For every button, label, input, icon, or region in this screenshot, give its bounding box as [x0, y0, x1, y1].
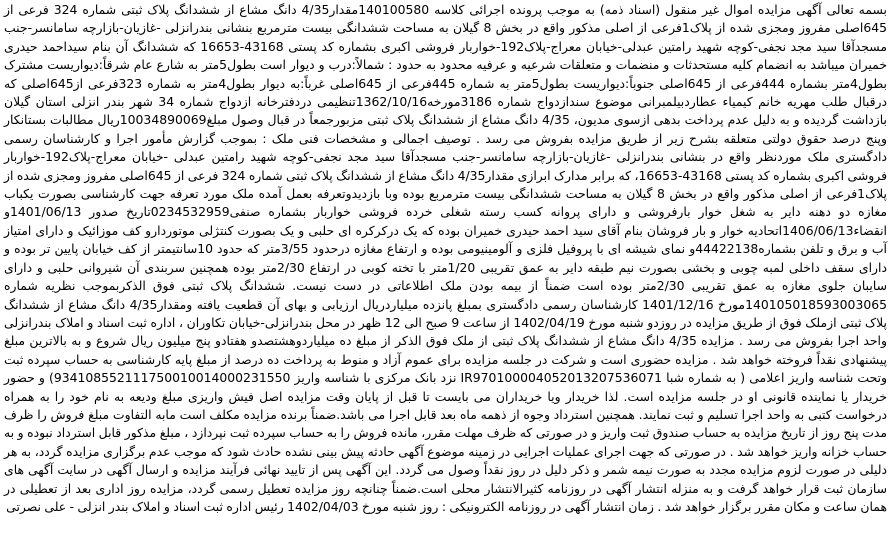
auction-notice-text: بسمه تعالی آگهی مزایده اموال غیر منقول (اسناد ذمه) به موجب پرونده اجرائی کلاسه 140100580مقدار4/35 دانگ مشاع از ششدانگ پلاک ثبتی شماره 324 فرعی از 645اصلی مفروز ومجزی شده از پلاک1فرعی از اصلی مذکور واقع در بخش 8 گیلان به مساحت ششدانگی بیست مترمربع بنشانی بندرانزلی -غازیان-بازارچه سامانسر-جنب مسجدآقا سید مجد نجفی-کوچه شهید رامتین عبدلی-خیابان معراج-پلاک192-خواربار فروشی اکبری بشماره کد پستی 43168-16653 که ششدانگ آن بنام سیداحمد حیدری خمیران میباشد به انضمام کلیه مستحدثات و منضمات و متعلقات شرعیه و عرفیه محدود به حدود : شمالاً:درب و دیوار است بطول5متر به شارع عام شرقاً:دیواریست مشترک بطول4متر بشماره 444فرعی از 645اصلی جنوباً:دیواریست بطول5متر به شماره 445فرعی از 645اصلی غرباً:به دیوار بطول4متر به شماره 323فرعی از645اصلی که درقبال طلب مهریه خانم کیمیاء عطاردبیلمبرانی موضوع سندازدواج شماره 3186مورخه1362/10/16تنظیمی دردفترخانه ازدواج شماره 34 شهر بندر انزلی استان گیلان بازداشت گردیده و به دلیل عدم پرداخت بدهی ازسوی مدیون، 4/35 دانگ مشاع از ششدانگ پلاک ثبتی مزبورجمعاً در قبال وصول مبلغ10034890069ریال مطالبات بستانکار وپنج درصد حقوق دولتی متعلقه بشرح زیر از طریق مزایده بفروش می رسد . توصیف اجمالی و مشخصات فنی ملک : بموجب گزارش مأمور اجرا و کارشناسان رسمی دادگستری ملک موردنظر واقع در بنشانی بندرانزلی -غازیان-بازارچه سامانسر-جنب مسجدآقا سید مجد نجفی-کوچه شهید رامتین عبدلی -خیابان معراج-پلاک192-خواربار فروشی اکبری بشماره کد پستی 43168-16653، که برابر مدارک ابرازی مقدار4/35 دانگ مشاع از ششدانگ پلاک ثبتی شماره 324 فرعی از 645اصلی مفروز ومجزی شده از پلاک1فرعی از اصلی مذکور واقع در بخش 8 گیلان به مساحت ششدانگی بیست مترمربع بوده وبا بازدیدوتعرفه بعمل آمده ملک مورد تعرفه جهت کارشناسی بصورت یکباب مغازه دو دهنه دایر به شغل خوار بارفروشی و دارای پروانه کسب رسته شغلی خرده فروشی خواربار بشماره صنفی0234532959تاریخ صدور 1401/06/13و انقضاء1406/06/13اتحادیه خوار و بار فروشان بنام آقای سید احمد حیدری خمیران بوده که یک درکرکره ای حلبی و یک بصورت کنتژلی موتوردارو کف موزائیک و دارای امتیاز آب و برق و تلفن بشماره44422138و نمای شیشه ای با پروفیل فلزی و آلومینیومی بوده و ارتفاع مغازه درحدود 3/55متر که حدود 10سانتیمتر از کف خیابان پایین تر بوده و دارای سقف داخلی لمبه چوبی و بخشی بصورت نیم طبقه دایر به عمق تقریبی 1/20متر با تخته کوبی در ارتفاع 2/30متر بوده همچنین سربندی آن شیروانی حلبی و دارای سایبان جلوی مغازه به عمق تقریبی 2/30متر بوده است ضمناً از بیمه بودن ملک اطلاعاتی در دست نیست. ششدانگ پلاک ثبتی فوق الذکربموجب نظریه شماره 140105018593003065مورخ 1401/12/16 کارشناسان رسمی دادگستری بمبلغ پانزده میلیاردریال ارزیابی و بهای آن قطعیت یافته ومقدار4/35 دانگ مشاع از ششدانگ پلاک ثبتی ازملک فوق از طریق مزایده در روزدو شنبه مورخ 1402/04/19 از ساعت 9 صبح الی 12 ظهر در محل بندرانزلی-خیابان تکاوران ، اداره ثبت اسناد و املاک بندرانزلی واحد اجرا بفروش می رسد . مزایده 4/35 دانگ مشاع از ششدانگ پلاک ثبتی از ملک فوق الذکر از مبلغ ده میلیاردوهشتصدو هفتادو پنج میلیون ریال شروع و به بالاترین مبلغ پیشنهادی نقداً فروخته خواهد شد . مزایده حضوری است و شرکت در جلسه مزایده برای عموم آزاد و منوط به پرداخت ده درصد از مبلغ پایه کارشناسی به حساب سپرده ثبت وتحت شناسه واریز اعلامی ( به شماره شبا IR970100004052013207536071 نزد بانک مرکزی با شناسه واریز 934108552111750010014000231550) و حضور خریدار یا نماینده قانونی او در جلسه مزایده است. لذا خریدار ویا خریداران می بایست تا قبل از پایان وقت مزایده اصل فیش واریزی مبلغ ودیعه به نام خود را به همراه درخواست کتبی به واحد اجرا تسلیم و ثبت نمایند. همچنین استرداد وجوه از ذهمه ماه بعد قابل اجرا می باشد.ضمناً برنده مزایده مکلف است مابه التفاوت مبلغ فروش را ظرف مدت پنج روز از تاریخ مزایده به حساب صندوق ثبت واریز و در صورتی که ظرف مهلت مقرر، مانده فروش را به حساب سپرده ثبت نپردازد ، مبلغ مذکور قابل استرداد نبوده و به حساب خزانه واریز خواهد شد . در صورتی که جهت اجرای عملیات اجرایی در زمینه موضوع آگهی حادثه پیش بینی نشده حادث شود که موجب عدم برگزاری مزایده گردد، به هر دلیلی در صورت لزوم مزایده مجدد به صورت نیمه شمر و ذکر دلیل در روز نقداً وصول می گردد. این آگهی پس از تایید نهائی فرآیند مزایده و ارسال آگهی در سایت آگهی های سازمان ثبت قرار خواهد گرفت و به منزله انتشار آگهی در روزنامه کثیرالانتشار محلی است.ضمناً چنانچه روز مزایده تعطیل رسمی گردد، مزایده روز اداری بعد از تعطیلی در همان ساعت و مکان مقرر برگزار خواهد شد . زمان انتشار آگهی در روزنامه الکترونیکی : روز شنبه مورخ 1402/04/03 رئیس اداره ثبت اسناد و املاک بندر انزلی - علی نصرتی [4, 2, 888, 514]
